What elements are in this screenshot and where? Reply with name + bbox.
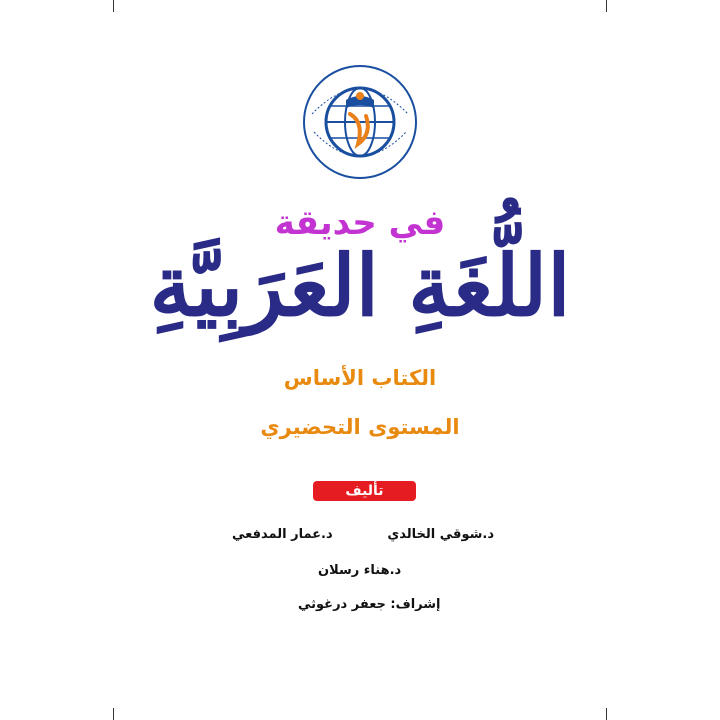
supervision-line: إشراف: جعفر درغوثي [298,597,441,612]
author-center: د.هناء رسلان [318,563,402,578]
crop-mark-bottom-right [606,708,607,720]
title-line-1: في حديقة [274,203,446,243]
publisher-logo [298,62,422,182]
crop-mark-top-right [606,0,607,12]
book-type: الكتاب الأساس [283,366,437,390]
level-label: المستوى التحضيري [260,415,460,439]
title-line-2: اللُّغَةِ العَرَبِيَّةِ [149,236,571,335]
crop-mark-top-left [113,0,114,12]
author-left: د.عمار المدفعي [232,527,333,542]
author-right: د.شوقي الخالدي [387,527,494,542]
crop-mark-bottom-left [113,708,114,720]
authorship-badge: تأليف ومراجعة: [313,481,416,501]
